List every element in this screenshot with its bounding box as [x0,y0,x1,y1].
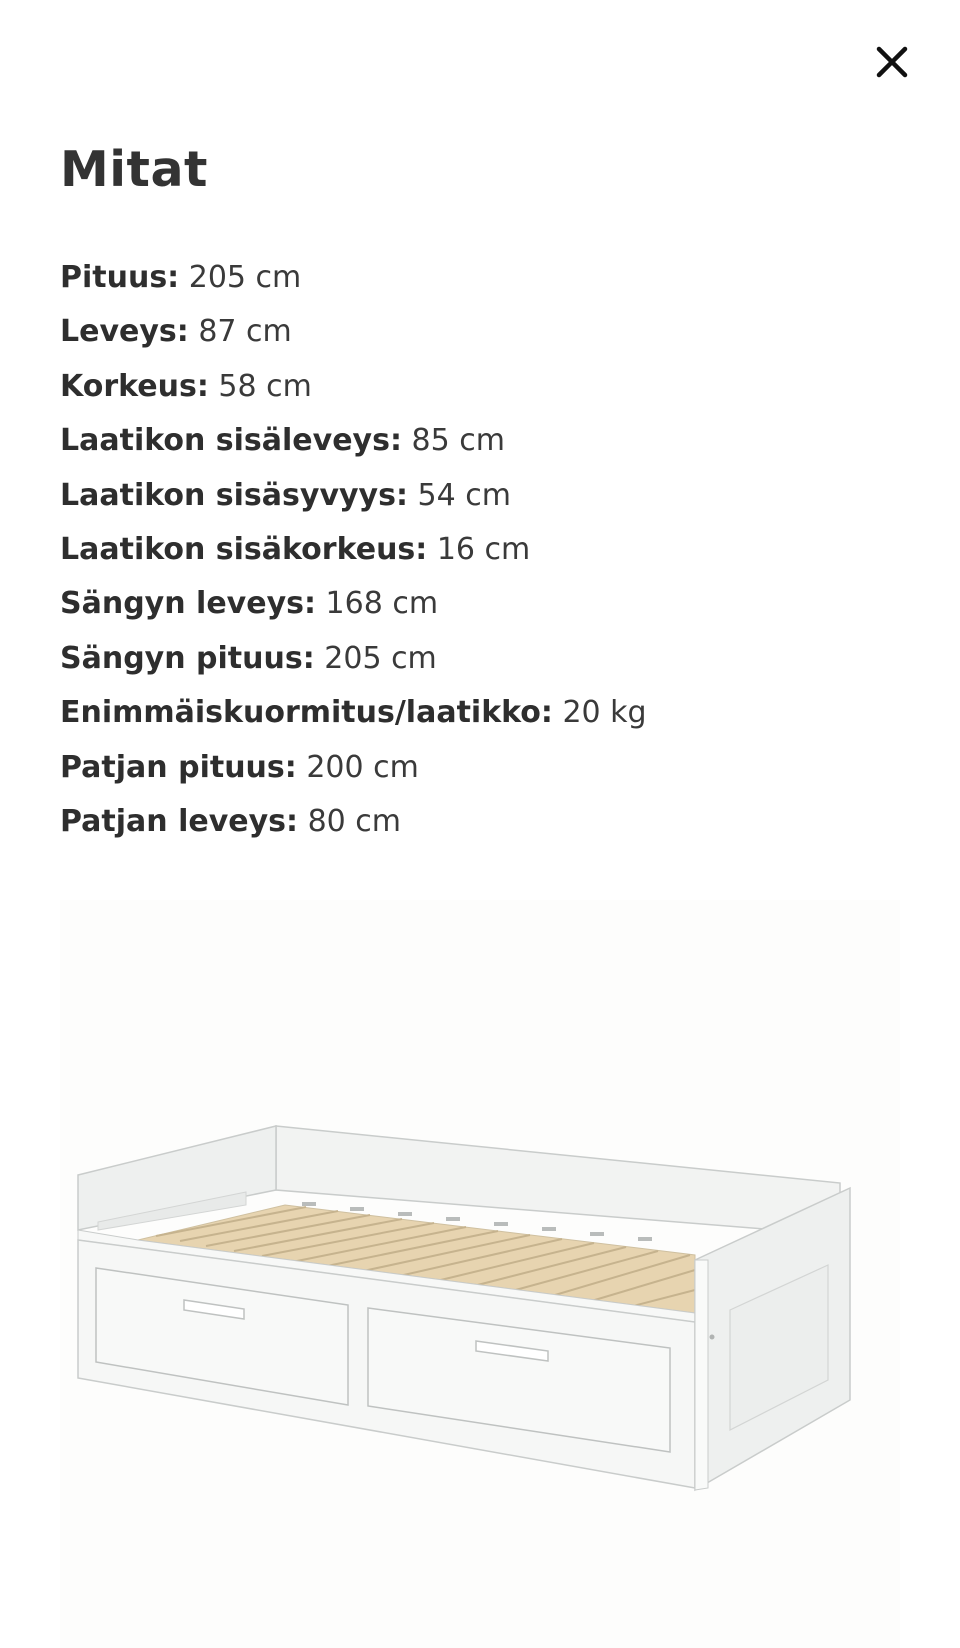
dimension-label: Enimmäiskuormitus/laatikko: [60,695,553,731]
dimension-label: Pituus: [60,260,180,295]
product-image [60,900,900,1648]
dimension-label: Korkeus: [60,368,209,404]
dimension-value: 20 kg [562,695,647,731]
dimension-value: 80 cm [307,803,402,839]
dimension-label: Patjan leveys: [60,803,299,839]
dimension-value: 16 cm [436,531,531,567]
dimension-row-height [60,360,647,414]
dimension-label: Laatikon sisäkorkeus: [60,531,428,567]
dimension-value: 58 cm [218,368,312,404]
dimension-value: 205 cm [188,260,302,295]
close-icon [870,40,914,84]
dimension-label: Patjan pituus: [60,749,297,785]
dimension-label: Laatikon sisäsyvyys: [60,477,408,513]
dimension-row-drawer-inner-depth [60,469,647,523]
dimension-row-mattress-width [60,795,647,849]
daybed-illustration [60,900,900,1648]
dimension-row-drawer-inner-width [60,414,647,468]
dimension-row-bed-width [60,577,647,631]
dimension-row-drawer-inner-height [60,523,647,577]
dimension-value: 85 cm [411,423,505,459]
dimensions-list [60,251,647,849]
dimension-value: 87 cm [198,314,292,350]
dimension-label: Sängyn pituus: [60,640,315,676]
dimension-label: Sängyn leveys: [60,586,316,622]
dimension-row-width [60,305,647,359]
dimension-row-length [60,251,647,305]
dimension-value: 205 cm [324,640,437,676]
dimension-value: 54 cm [417,477,511,513]
dimension-value: 168 cm [325,586,439,622]
close-button[interactable] [870,40,914,84]
dimension-row-mattress-length [60,741,647,795]
page-title: Mitat [60,141,208,198]
dimension-row-max-load-drawer [60,686,647,740]
dimension-row-bed-length [60,632,647,686]
dimension-label: Leveys: [60,314,189,350]
dimension-value: 200 cm [306,749,419,785]
dimension-label: Laatikon sisäleveys: [60,423,402,459]
